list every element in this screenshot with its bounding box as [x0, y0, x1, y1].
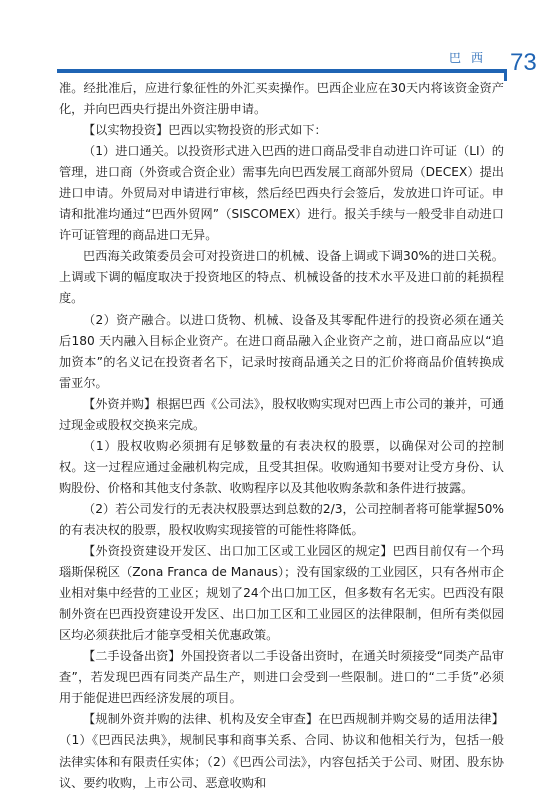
section-label: 巴西 [449, 51, 494, 65]
paragraph-continuation: 准。经批准后，应进行象征性的外汇买卖操作。巴西企业应在30天内将该资金资产化，并向巴西央行提出外资注册申请。 [59, 81, 504, 117]
heading-foreign-acquisition: 【外资并购】根据巴西《公司法》，股权收购实现对巴西上市公司的兼并，可通过现金或股权交换来完成。 [59, 396, 504, 432]
paragraph-asset-integration: （2）资产融合。以进口货物、机械、设备及其零配件进行的投资必须在通关后180 天内融入目标企业资产。在进口商品融入企业资产之前，进口商品应以“追加资本”的名义记在投资者名下，记录时按商品通关之日的汇价将商品价值转换成雷亚尔。 [59, 312, 504, 390]
body-text [59, 78, 504, 794]
paragraph-ma-regulation: 【规制外资并购的法律、机构及安全审查】在巴西规制并购交易的适用法律】（1）《巴西民法典》，规制民事和商事关系、合同、协议和他相关行为，包括一般法律实体和有限责任实体；（2）《巴西公司法》，内容包括关于公司、财团、股东协议、要约收购，上市公司、恶意收购和 [59, 712, 504, 790]
paragraph-used-equipment: 【二手设备出资】外国投资者以二手设备出资时，在通关时须接受“同类产品审查”，若发现巴西有同类产品生产，则进口会受到一些限制。进口的“二手货”必须用于能促进巴西经济发展的项目。 [59, 649, 504, 706]
heading-in-kind-investment: 【以实物投资】巴西以实物投资的形式如下： [83, 123, 327, 138]
header-accent [504, 69, 507, 81]
paragraph-non-voting-shares: （2）若公司发行的无表决权股票达到总数的2/3，公司控制者将可能掌握50%的有表决权的股票，股权收购实现接管的可能性将降低。 [59, 501, 504, 537]
paragraph-development-zones: 【外资投资建设开发区、出口加工区或工业园区的规定】巴西目前仅有一个玛瑙斯保税区（Zona Franca de Manaus）；没有国家级的工业园区，只有各州市企业相对集中经营的工业区；规划了24个出口加工区，但多数有名无实。巴西没有限制外资在巴西投资建设开发区、出口加工区和工业园区的法律限制，但所有类似园区均必须获批后才能享受相关优惠政策。 [59, 544, 504, 643]
paragraph-customs-tariff: 巴西海关政策委员会可对投资进口的机械、设备上调或下调30%的进口关税。上调或下调的幅度取决于投资地区的特点、机械设备的技术水平及进口前的耗损程度。 [59, 249, 504, 306]
paragraph-import-clearance: （1）进口通关。以投资形式进入巴西的进口商品受非自动进口许可证（LI）的管理，进口商（外资或合资企业）需事先向巴西发展工商部外贸局（DECEX）提出进口申请。外贸局对申请进行审核，然后经巴西央行会签后，发放进口许可证。申请和批准均通过“巴西外贸网”（SISCOMEX）进行。报关手续与一般受非自动进口许可证管理的商品进口无异。 [59, 144, 504, 243]
header-rule [57, 69, 504, 73]
page-number: 73 [510, 49, 537, 76]
paragraph-share-acquisition: （1）股权收购必须拥有足够数量的有表决权的股票，以确保对公司的控制权。这一过程应通过金融机构完成，且受其担保。收购通知书要对让受方身份、认购股份、价格和其他支付条款、收购程序以及其他收购条款和条件进行披露。 [59, 438, 504, 495]
